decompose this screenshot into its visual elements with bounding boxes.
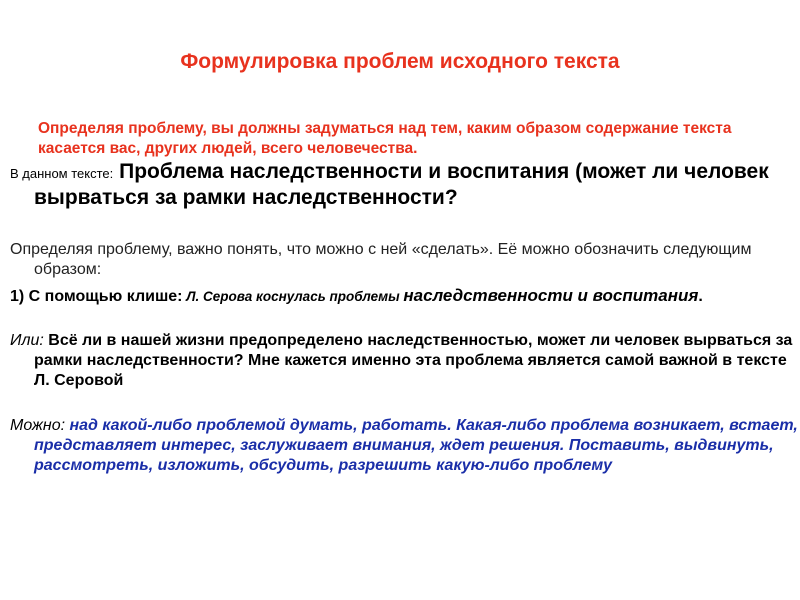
problem-lead: В данном тексте: [10, 166, 110, 181]
how-to-text: Определяя проблему, важно понять, что можно с ней «сделать». Её можно обозначить следующим образом:: [10, 241, 752, 278]
cliche-example: Л. Серова коснулась проблемы: [182, 289, 404, 304]
can-text: над какой-либо проблемой думать, работать. Какая-либо проблема возникает, встает, представляет интерес, заслуживает внимания, ждет решения. Поставить, выдвинуть, рассмотреть, изложить, обсудить, разрешить какую-либо проблему: [34, 417, 798, 474]
can-label: Можно:: [10, 417, 66, 434]
cliche-end: .: [698, 288, 703, 305]
intro-paragraph: [38, 119, 778, 159]
alternative-paragraph: [10, 331, 800, 391]
problem-colon: :: [109, 166, 114, 181]
problem-statement: [10, 160, 800, 210]
alternative-or: Или:: [10, 332, 44, 349]
cliche-topic: наследственности и воспитания: [403, 286, 699, 305]
alternative-text: Всё ли в нашей жизни предопределено наследственностью, может ли человек вырваться за рамки наследственности? Мне кажется именно эта проблема является самой важной в тексте Л. Серовой: [34, 332, 793, 389]
how-to-paragraph: [10, 240, 800, 280]
slide-title: Формулировка проблем исходного текста: [180, 50, 620, 73]
problem-main: Проблема наследственности и воспитания (может ли человек вырваться за рамки наследственности?: [34, 160, 769, 209]
can-paragraph: [10, 416, 800, 476]
cliche-paragraph: [10, 286, 800, 307]
cliche-number: 1) С помощью клише:: [10, 288, 183, 305]
intro-text: Определяя проблему, вы должны задуматься над тем, каким образом содержание текста касается вас, других людей, всего человечества.: [38, 120, 732, 157]
